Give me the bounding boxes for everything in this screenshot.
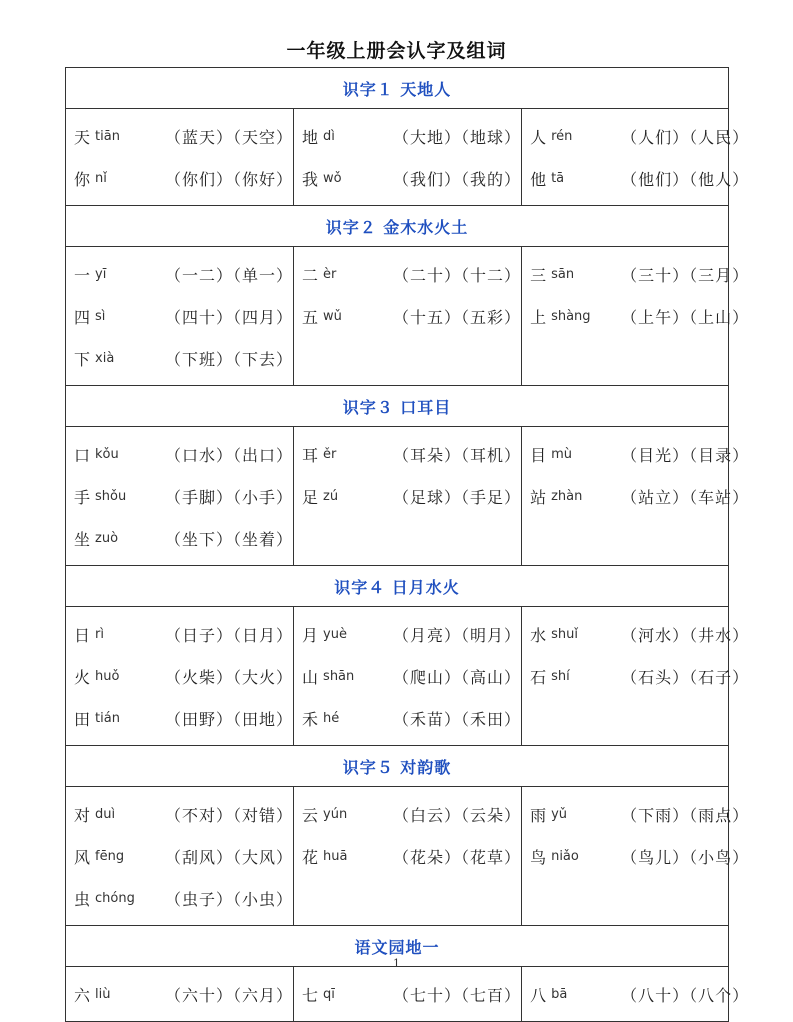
pinyin: qī [323, 986, 335, 1002]
character: 你 [74, 169, 91, 189]
pinyin: shǒu [95, 488, 127, 504]
character-entry [302, 835, 521, 877]
character: 月 [302, 625, 319, 645]
character-entry [74, 655, 293, 697]
character: 山 [302, 667, 319, 687]
pinyin: wǒ [323, 170, 342, 186]
pinyin: yǔ [551, 806, 568, 822]
pinyin: niǎo [551, 848, 579, 864]
word-group: （禾苗）（禾田） [393, 709, 522, 729]
character-entry [302, 613, 521, 655]
word-group: （七十）（七百） [393, 985, 522, 1005]
word-group: （十五）（五彩） [393, 307, 522, 327]
character: 五 [302, 307, 319, 327]
table-column [293, 787, 521, 925]
character-entry [302, 253, 521, 295]
table-column [521, 247, 749, 385]
section-body [66, 109, 750, 206]
word-group: （河水）（井水） [621, 625, 750, 645]
word-group: （爬山）（高山） [393, 667, 522, 687]
word-group: （虫子）（小虫） [165, 889, 294, 909]
table-column [521, 427, 749, 565]
pinyin: zhàn [551, 488, 583, 504]
pinyin: shuǐ [551, 626, 578, 642]
word-group: （四十）（四月） [165, 307, 294, 327]
section-heading: 识字５ 对韵歌 [66, 746, 728, 787]
word-group: （六十）（六月） [165, 985, 294, 1005]
word-group: （二十）（十二） [393, 265, 522, 285]
pinyin: kǒu [95, 446, 119, 462]
character: 虫 [74, 889, 91, 909]
table-column [521, 787, 749, 925]
character: 雨 [530, 805, 547, 825]
table-column [66, 427, 293, 565]
section-heading: 识字４ 日月水火 [66, 566, 728, 607]
character: 下 [74, 349, 91, 369]
table-column [66, 607, 293, 745]
section-heading: 识字１ 天地人 [66, 68, 728, 109]
word-group: （田野）（田地） [165, 709, 294, 729]
character-entry [530, 295, 749, 337]
character: 禾 [302, 709, 319, 729]
section-heading: 识字３ 口耳目 [66, 386, 728, 427]
character-entry [74, 475, 293, 517]
character-entry [302, 475, 521, 517]
character: 八 [530, 985, 547, 1005]
section-body [66, 247, 750, 386]
character-entry [74, 973, 293, 1015]
word-group: （八十）（八个） [621, 985, 750, 1005]
pinyin: tián [95, 710, 120, 726]
pinyin: liù [95, 986, 111, 1002]
character: 口 [74, 445, 91, 465]
character-entry [74, 295, 293, 337]
character: 七 [302, 985, 319, 1005]
section-body [66, 427, 750, 566]
character: 坐 [74, 529, 91, 549]
word-group: （日子）（日月） [165, 625, 294, 645]
character-entry [530, 115, 749, 157]
table-column [66, 787, 293, 925]
character-entry [530, 433, 749, 475]
character: 云 [302, 805, 319, 825]
table-column [293, 607, 521, 745]
character-entry [302, 697, 521, 739]
pinyin: zú [323, 488, 339, 504]
word-group: （上午）（上山） [621, 307, 750, 327]
character-entry [530, 613, 749, 655]
word-group: （下雨）（雨点） [621, 805, 750, 825]
pinyin: rén [551, 128, 573, 144]
word-group: （三十）（三月） [621, 265, 750, 285]
character: 石 [530, 667, 547, 687]
character: 足 [302, 487, 319, 507]
character: 四 [74, 307, 91, 327]
table-column [293, 967, 521, 1021]
table-column [521, 607, 749, 745]
pinyin: yuè [323, 626, 347, 642]
pinyin: tā [551, 170, 565, 186]
section-heading: 识字２ 金木水火土 [66, 206, 728, 247]
pinyin: mù [551, 446, 572, 462]
word-group: （手脚）（小手） [165, 487, 294, 507]
character: 目 [530, 445, 547, 465]
character: 手 [74, 487, 91, 507]
character-entry [74, 157, 293, 199]
section-body [66, 607, 750, 746]
section-heading: 语文园地一 [66, 926, 728, 967]
table-column [521, 967, 749, 1021]
character-entry [530, 793, 749, 835]
pinyin: sì [95, 308, 106, 324]
table-column [293, 109, 521, 205]
section-body [66, 967, 750, 1021]
character: 地 [302, 127, 319, 147]
character: 二 [302, 265, 319, 285]
character-entry [530, 835, 749, 877]
character: 他 [530, 169, 547, 189]
character-entry [302, 793, 521, 835]
character-entry [74, 253, 293, 295]
pinyin: zuò [95, 530, 119, 546]
pinyin: bā [551, 986, 568, 1002]
pinyin: èr [323, 266, 337, 282]
character-entry [530, 973, 749, 1015]
word-group: （他们）（他人） [621, 169, 750, 189]
pinyin: duì [95, 806, 116, 822]
character-entry [530, 253, 749, 295]
word-group: （站立）（车站） [621, 487, 750, 507]
character: 站 [530, 487, 547, 507]
pinyin: fēng [95, 848, 125, 864]
word-group: （大地）（地球） [393, 127, 522, 147]
pinyin: yī [95, 266, 107, 282]
word-group: （蓝天）（天空） [165, 127, 294, 147]
word-group: （足球）（手足） [393, 487, 522, 507]
word-group: （石头）（石子） [621, 667, 750, 687]
character-entry [74, 793, 293, 835]
word-group: （刮风）（大风） [165, 847, 294, 867]
character-entry [302, 973, 521, 1015]
section-body [66, 787, 750, 926]
character: 火 [74, 667, 91, 687]
pinyin: yún [323, 806, 348, 822]
pinyin: shān [323, 668, 355, 684]
table-column [293, 427, 521, 565]
vocabulary-table [65, 67, 750, 1022]
pinyin: dì [323, 128, 335, 144]
word-group: （口水）（出口） [165, 445, 294, 465]
character: 花 [302, 847, 319, 867]
character-entry [302, 655, 521, 697]
pinyin: huā [323, 848, 348, 864]
table-column [66, 109, 293, 205]
pinyin: sān [551, 266, 575, 282]
character: 一 [74, 265, 91, 285]
character-entry [74, 877, 293, 919]
character: 我 [302, 169, 319, 189]
character: 天 [74, 127, 91, 147]
pinyin: chóng [95, 890, 135, 906]
character: 鸟 [530, 847, 547, 867]
table-column [66, 967, 293, 1021]
table-column [66, 247, 293, 385]
word-group: （目光）（目录） [621, 445, 750, 465]
character-entry [302, 157, 521, 199]
character: 水 [530, 625, 547, 645]
pinyin: tiān [95, 128, 120, 144]
pinyin: nǐ [95, 170, 107, 186]
character: 耳 [302, 445, 319, 465]
page-number: 1 [393, 957, 400, 970]
pinyin: xià [95, 350, 115, 366]
character-entry [302, 115, 521, 157]
character-entry [74, 337, 293, 379]
pinyin: ěr [323, 446, 337, 462]
word-group: （下班）（下去） [165, 349, 294, 369]
character: 人 [530, 127, 547, 147]
character-entry [74, 517, 293, 559]
word-group: （花朵）（花草） [393, 847, 522, 867]
character-entry [74, 613, 293, 655]
pinyin: rì [95, 626, 104, 642]
word-group: （火柴）（大火） [165, 667, 294, 687]
character-entry [302, 295, 521, 337]
word-group: （一二）（单一） [165, 265, 294, 285]
table-column [521, 109, 749, 205]
character-entry [74, 697, 293, 739]
character: 日 [74, 625, 91, 645]
pinyin: shàng [551, 308, 591, 324]
word-group: （耳朵）（耳机） [393, 445, 522, 465]
word-group: （你们）（你好） [165, 169, 294, 189]
word-group: （坐下）（坐着） [165, 529, 294, 549]
character: 田 [74, 709, 91, 729]
character: 上 [530, 307, 547, 327]
word-group: （鸟儿）（小鸟） [621, 847, 750, 867]
pinyin: huǒ [95, 668, 120, 684]
character-entry [74, 835, 293, 877]
word-group: （人们）（人民） [621, 127, 750, 147]
pinyin: hé [323, 710, 340, 726]
pinyin: shí [551, 668, 570, 684]
word-group: （白云）（云朵） [393, 805, 522, 825]
character: 风 [74, 847, 91, 867]
character-entry [74, 433, 293, 475]
word-group: （不对）（对错） [165, 805, 294, 825]
character-entry [530, 655, 749, 697]
page-title: 一年级上册会认字及组词 [286, 40, 507, 62]
pinyin: wǔ [323, 308, 342, 324]
word-group: （我们）（我的） [393, 169, 522, 189]
character: 三 [530, 265, 547, 285]
table-column [293, 247, 521, 385]
character-entry [302, 433, 521, 475]
character: 对 [74, 805, 91, 825]
character-entry [74, 115, 293, 157]
character: 六 [74, 985, 91, 1005]
character-entry [530, 475, 749, 517]
word-group: （月亮）（明月） [393, 625, 522, 645]
character-entry [530, 157, 749, 199]
